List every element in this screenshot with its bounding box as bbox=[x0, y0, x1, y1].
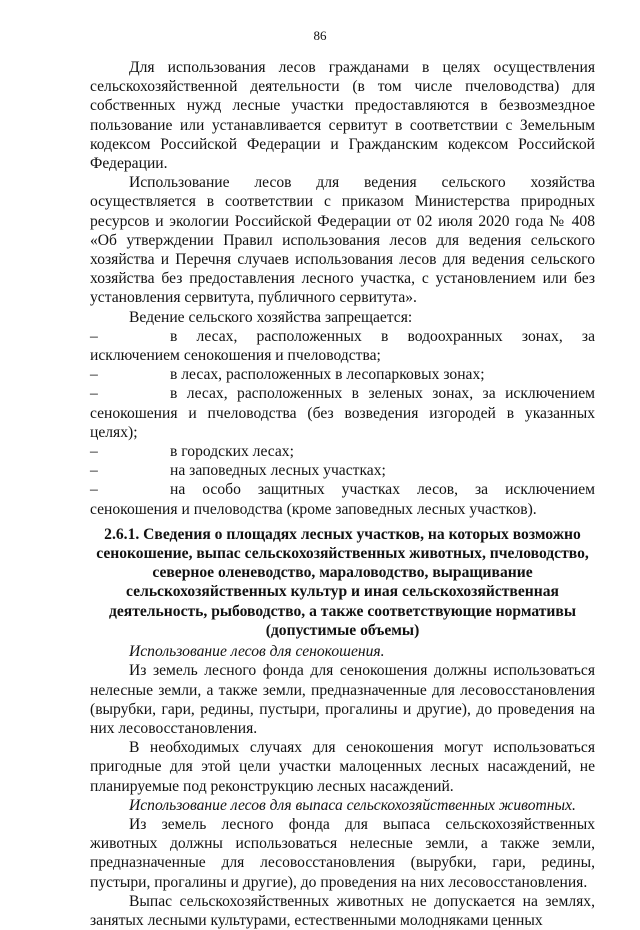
paragraph: Из земель лесного фонда для выпаса сельскохозяйственных животных должны использоваться нелесные земли, а также земли, предназначенные для лесовосстановления (вырубки, гари, редины, пустыри, прогалины и другие), до проведения на них лесовосстановления. bbox=[90, 815, 595, 891]
list-item-text: в лесах, расположенных в лесопарковых зонах; bbox=[170, 366, 485, 384]
list-item bbox=[90, 480, 595, 518]
list-dash: – bbox=[90, 462, 98, 480]
subsection-title: Использование лесов для выпаса сельскохозяйственных животных. bbox=[129, 796, 576, 814]
list-item bbox=[90, 442, 595, 461]
list-dash: – bbox=[90, 385, 98, 403]
paragraph: Выпас сельскохозяйственных животных не допускается на землях, занятых лесными культурами, естественными молодняками ценных bbox=[90, 892, 595, 929]
list-item-text: на заповедных лесных участках; bbox=[170, 462, 386, 480]
paragraph: В необходимых случаях для сенокошения могут использоваться пригодные для этой цели участки малоценных лесных насаждений, не планируемые под реконструкцию лесных насаждений. bbox=[90, 739, 595, 795]
list-dash: – bbox=[90, 481, 98, 499]
list-dash: – bbox=[90, 443, 98, 461]
list-item-text: на особо защитных участках лесов, за исключением сенокошения и пчеловодства (кроме заповедных лесных участков). bbox=[90, 481, 595, 518]
section-heading: 2.6.1. Сведения о площадях лесных участков, на которых возможно сенокошение, выпас сельскохозяйственных животных, пчеловодство, северное оленеводство, мараловодство, выращивание сельскохозяйственных культур и иная сельскохозяйственная деятельность, рыбоводство, а также соответствующие нормативы (допустимые объемы) bbox=[96, 525, 589, 639]
list-item-text: в лесах, расположенных в зеленых зонах, за исключением сенокошения и пчеловодства (без возведения изгородей в указанных целях); bbox=[90, 385, 595, 441]
paragraph: Использование лесов для ведения сельского хозяйства осуществляется в соответствии с приказом Министерства природных ресурсов и экологии Российской Федерации от 02 июля 2020 года № 408 «Об утверждении Правил использования лесов для ведения сельского хозяйства и Перечня случаев использования лесов для ведения сельского хозяйства без предоставления лесного участка, с установлением или без установления сервитута, публичного сервитута». bbox=[90, 174, 595, 307]
page-body bbox=[90, 58, 595, 930]
page-number: 86 bbox=[313, 28, 327, 43]
subsection-title: Использование лесов для сенокошения. bbox=[129, 643, 385, 661]
list-dash: – bbox=[90, 366, 98, 384]
list-item bbox=[90, 365, 595, 384]
list-item-text: в городских лесах; bbox=[170, 443, 294, 461]
paragraph: Для использования лесов гражданами в целях осуществления сельскохозяйственной деятельности (в том числе пчеловодства) для собственных нужд лесные участки предоставляются в безвозмездное пользование или устанавливается сервитут в соответствии с Земельным кодексом Российской Федерации и Гражданским кодексом Российской Федерации. bbox=[90, 59, 595, 173]
list-item-text: в лесах, расположенных в водоохранных зонах, за исключением сенокошения и пчеловодства; bbox=[90, 327, 595, 365]
list-item bbox=[90, 461, 595, 480]
list-dash: – bbox=[90, 327, 98, 345]
paragraph: Ведение сельского хозяйства запрещается: bbox=[129, 308, 413, 326]
paragraph: Из земель лесного фонда для сенокошения должны использоваться нелесные земли, а также земли, предназначенные для лесовосстановления (вырубки, гари, редины, пустыри, прогалины и другие), до проведения на них лесовосстановления. bbox=[90, 662, 595, 737]
list-item bbox=[90, 327, 595, 365]
list-item bbox=[90, 384, 595, 442]
